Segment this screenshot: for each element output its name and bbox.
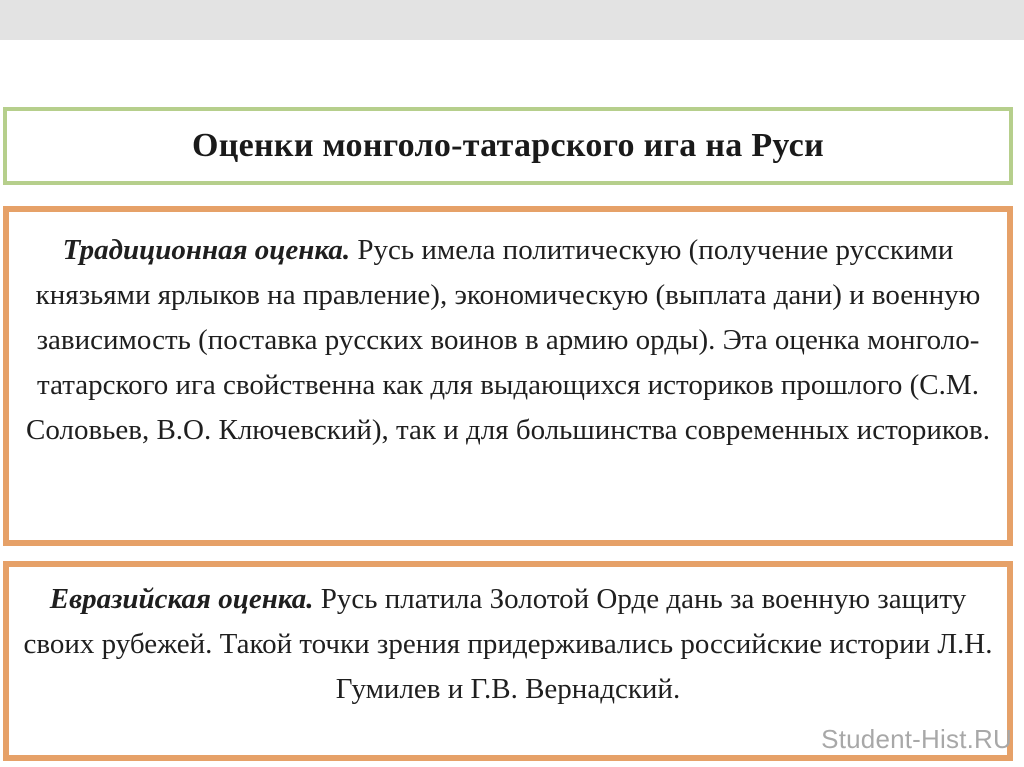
traditional-assessment-text: Русь имела политическую (получение русскими князьями ярлыков на правление), экономическую (выплата дани) и военную зависимость (поставка русских воинов в армию орды). Эта оценка монголо-татарского ига свойственна как для выдающихся историков прошлого (С.М. Соловьев, В.О. Ключевский), так и для большинства современных историков.: [26, 234, 990, 446]
page-title: Оценки монголо-татарского ига на Руси: [192, 127, 824, 164]
eurasian-assessment-heading: Евразийская оценка.: [49, 583, 314, 615]
traditional-assessment-panel: [3, 206, 1013, 546]
title-box: [3, 107, 1013, 185]
watermark: Student-Hist.RU: [821, 724, 1012, 754]
traditional-assessment-heading: Традиционная оценка.: [62, 234, 351, 266]
top-bar: [0, 0, 1024, 40]
eurasian-assessment-text: Русь платила Золотой Орде дань за военную защиту своих рубежей. Такой точки зрения придерживались российские истории Л.Н. Гумилев и Г.В. Вернадский.: [23, 583, 993, 705]
